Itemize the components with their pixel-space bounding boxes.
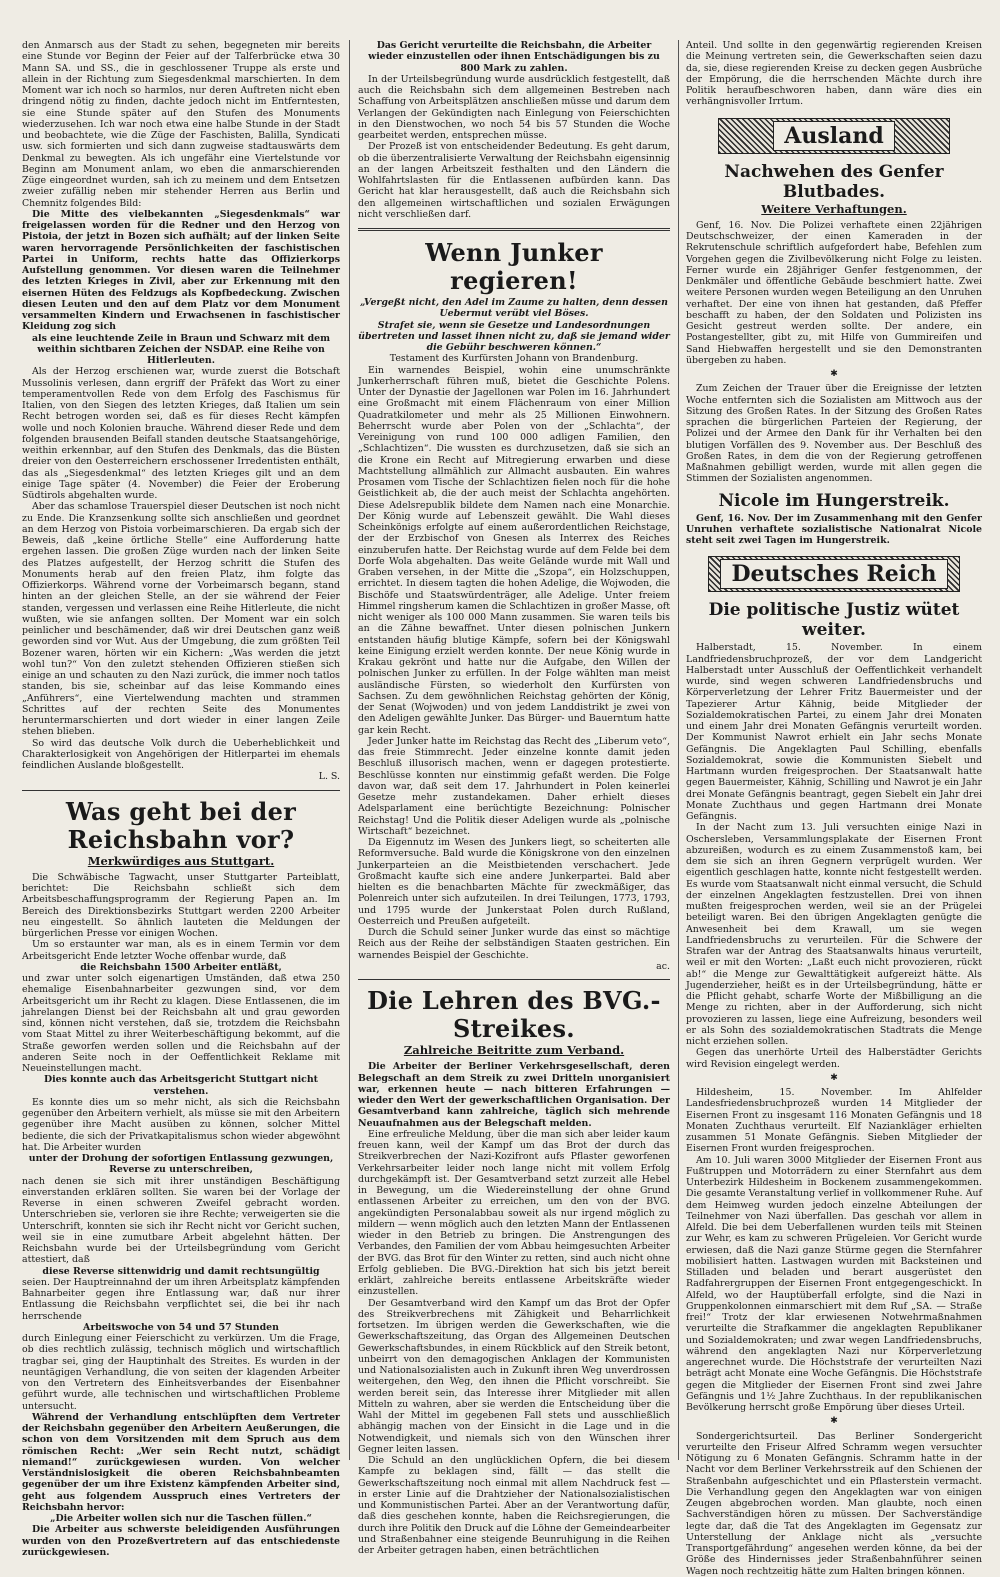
paragraph: In der Urteilsbegründung wurde ausdrücklich festgestellt, daß auch die Reichsbahn sich dem allgemeinen Bestreben nach Schaffung von Arbeitsplätzen anschließen müsse und darum dem Verlangen der Gekündigten nach Einlegung von Feierschichten in den Dienstwochen, wo noch 54 bis 57 Stunden die Woche gearbeitet werden, entsprechen müsse. <box>358 73 670 141</box>
paragraph: Halberstadt, 15. November. In einem Landfriedensbruchprozeß, der vor dem Landgericht Halberstadt unter Ausschluß der Oeffentlichkeit verhandelt wurde, sind wegen schweren Landfriedensbruchs und Körperverletzung der Lehrer Fritz Bauermeister und der Tapezierer Artur Kähnig, beide Mitglieder der Sozialdemokratischen Partei, zu einem Jahr drei Monaten und einem Jahr drei Monaten Gefängnis verurteilt worden. Der Kommunist Nawrot erhielt ein Jahr sechs Monate Gefängnis. Die Angeklagten Paul Schilling, ebenfalls Sozialdemokrat, sowie die Kommunisten Siebelt und Hartmann wurden freigesprochen. Der Staatsanwalt hatte gegen Bauermeister, Kähnig, Schilling und Nawrot je ein Jahr drei Monate Gefängnis beantragt, gegen Siebelt ein Jahr drei Monate Zuchthaus und gegen Hartmann drei Monate Gefängnis. <box>686 642 982 822</box>
paragraph: Jeder Junker hatte im Reichstag das Recht des „Liberum veto“, das freie Stimmrecht. Jeder einzelne konnte damit jeden Beschluß illusorisch machen, wenn er dagegen protestierte. Beschlüsse konnten nur einstimmig gefaßt werden. Die Folge davon war, daß seit dem 17. Jahrhundert in Polen keinerlei Gesetze mehr zustandekamen. Daher erhielt dieses Adelsparlament eine berüchtigte Bezeichnung: Polnischer Reichstag! Und die Politik dieser Adeligen wurde als „polnische Wirtschaft“ bezeichnet. <box>358 735 670 837</box>
paragraph: seien. Der Hauptreinnahnd der um ihren Arbeitsplatz kämpfenden Bahnarbeiter gegen ihre Entlassung war, daß nur ihrer Entlassung die Reichsbahn verpflichtet sei, die bei ihr nach herrschende <box>22 1276 340 1322</box>
paragraph: Hildesheim, 15. November. Im Ahlfelder Landesfriedensbruchprozeß wurden 14 Mitglieder der Eisernen Front zu insgesamt 116 Monaten Gefängnis und 18 Monaten Zuchthaus verurteilt. Elf Naziankläger erhielten zusammen 51 Monate Gefängnis. Sieben Mitglieder der Eisernen Front wurden freigesprochen. <box>686 1087 982 1155</box>
paragraph: Gegen das unerhörte Urteil des Halberstädter Gerichts wird Revision eingelegt werden. <box>686 1047 982 1070</box>
motto-line: Strafet sie, wenn sie Gesetze und Landesordnungen übertreten und lasset ihnen nicht zu, daß sie jemand wider die Gebühr beschweren können.“ <box>358 319 670 353</box>
separator-star: ✱ <box>830 369 838 379</box>
column-2 <box>358 40 670 1556</box>
newspaper-page <box>22 40 982 1577</box>
paragraph: Ein warnendes Beispiel, wohin eine unumschränkte Junkerherrschaft führen muß, bietet die Geschichte Polens. Unter der Dynastie der Jagellonen war Polen im 16. Jahrhundert eine Großmacht mit einem Flächenraum von einer Million Quadratkilometer und mehr als 25 Millionen Einwohnern. Beherrscht wurde aber Polen von der „Schlachta“, der Vereinigung von rund 100 000 adligen Familien, den „Schlachtizen“. Die wussten es durchzusetzen, daß sie sich an die Krone ein Recht auf Mitregierung erwarben und diese Machtstellung allmählich zur Allmacht ausbauten. Ein wahres Prosamen vom Tische der Schlachtizen fielen noch für die hohe Geistlichkeit ab, die der auch meist der Schlachta angehörten. Diese Adelsrepublik bildete dem Namen nach eine Monarchie. Der König wurde auf Lebenszeit gewählt. Die Wahl dieses Scheinkönigs erfolgte auf einem außerordentlichen Reichstage, der der Erzbischof von Gnesen als Interrex des Reiches einzuberufen hatte. Der Reichstag wurde auf dem Felde bei dem Dorfe Wola abgehalten. Das weite Gelände wurde mit Wall und Graben versehen, in der Mitte die „Szopa“, ein Holzschuppen, errichtet. In diesem tagten die hohen Adelige, die Wojwoden, die Bischöfe und Staatswürdenträger, alle Adelige. Unter freiem Himmel ringsherum kamen die Schlachtizen in großer Masse, oft nicht weniger als 100 000 Mann zusammen. Sie waren teils bis an die Zähne bewaffnet. Unter diesen polnischen Junkern entstanden häufig blutige Kämpfe, sofern bei der Königswahl keine Einigung erzielt werden konnte. Der neue König wurde in Krakau gekrönt und hatte nur die Aufgabe, den Willen der polnischen Junker zu erfüllen. In der Folge wählten man meist ausländische Fürsten, so wiederholt den Kurfürsten von Sachsen. Zu dem gewöhnlichen Reichstag gehörten der König, der Senat (Wojwoden) und von jedem Landdistrikt je zwei von den Adeligen gewählte Junker. Das Bürger- und Bauerntum hatte gar kein Recht. <box>358 364 670 736</box>
column-1 <box>22 40 340 1558</box>
paragraph: Anteil. Und sollte in den gegenwärtig regierenden Kreisen die Meinung vertreten sein, die Gewerkschaften seien dazu da, sie, diese regierenden Kreise zu decken gegen Ausbrüche der Empörung, die die herrschenden Mächte durch ihre Politik heraufbeschworen haben, dann wäre dies ein verhängnisvoller Irrtum. <box>686 40 982 108</box>
paragraph: Aber das schamlose Trauerspiel dieser Deutschen ist noch nicht zu Ende. Die Kranzsenkung sollte sich anschließen und geordnet an dem Herzog von Pistoia vorbeimarschieren. Da ergab sich der Beweis, daß „keine örtliche Stelle“ eine Aufforderung hatte ergehen lassen. Die großen Züge wurden nach der linken Seite des Platzes aufgestellt, der Herzog schritt die Stufen des Monuments herab auf den freien Platz, ihm folgte das Offizierkorps. Während vorne der Vorbeimarsch begann, stand hinten an der gleichen Stelle, an der sie während der Feier standen, vergessen und verlassen eine Reihe Hitlerleute, die nicht wußten, wie sie anfangen sollten. Der Moment war ein solch peinlicher und beschämender, daß wir drei Deutschen ganz weiß geworden sind vor Wut. Aus der Umgebung, die zum größten Teil Bozener waren, hörten wir ein Kichern: „Was werden die jetzt wohl tun?“ Von den zuletzt stehenden Offizieren stießen sich einige an und schauten zu den Nazi zurück, die immer noch tatlos standen, bis sie, scheinbar auf das leise Kommando eines „Anführers“, eine Viertelwendung machten und strammen Schrittes auf der rechten Seite des Monumentes heruntermarschierten und dort wieder in einer langen Zeile stehen blieben. <box>22 501 340 738</box>
paragraph: durch Einlegung einer Feierschicht zu verkürzen. Um die Frage, ob dies rechtlich zulässig, technisch möglich und wirtschaftlich tragbar sei, ging der Hauptinhalt des Streites. Es wurden in der neuntägigen Verhandlung, die von seiten der klagenden Arbeiter von den Vertretern des Einheitsverbandes der Eisenbahner geführt wurde, alle technischen und wirtschaftlichen Probleme untersucht. <box>22 1333 340 1412</box>
paragraph: In der Nacht zum 13. Juli versuchten einige Nazi in Oschersleben, Versammlungsplakate der Eisernen Front abzureißen, wodurch es zu einem Zusammenstoß kam, bei dem sie sich an ihren Gegnern verprügelt wurden. Wer eigentlich geschlagen hatte, konnte nicht festgestellt werden. Es wurde vom Staatsanwalt nicht einmal versucht, die Schuld der einzelnen Angeklagten festzustellen. Drei von ihnen mußten freigesprochen werden, weil sie an der Prügelei beteiligt waren. Bei den übrigen Angeklagten genügte die Anwesenheit bei dem Krawall, um sie wegen Landfriedensbruchs zu verurteilen. Für die Schwere der Strafen war der Antrag des Staatsanwalts hinaus verurteilt, weil er mit den Worten: „Laßt euch nicht provozieren, rückt ab!“ die Menge zur Gewalttätigkeit aufgereizt hätte. Als Jugenderzieher, heißt es in der Urteilsbegründung, hätte er die Pflicht gehabt, scharfe Worte der Mißbilligung an die Menge zu richten, aber in der Aufforderung, sich nicht provozieren zu lassen, liege eine Aufreizung, besonders weil er als Sohn des sozialdemokratischen Stadtrats die Menge nicht erziehen sollen. <box>686 822 982 1047</box>
headline-nicole: Nicole im Hungerstreik. <box>718 490 950 511</box>
paragraph: Zum Zeichen der Trauer über die Ereignisse der letzten Woche entfernten sich die Sozialisten am Mittwoch aus der Sitzung des Großen Rates. In der Sitzung des Großen Rates sprachen die bürgerlichen Parteien der Regierung, der Polizei und der Armee den Dank für ihr Verhalten bei den blutigen Vorfällen des 9. November aus. Der Beschluß des Großen Rates, in dem die von der Regierung getroffenen Maßnahmen gebilligt werden, wurde mit allen gegen die Stimmen der Sozialisten angenommen. <box>686 383 982 485</box>
subheadline-stuttgart: Merkwürdiges aus Stuttgart. <box>87 853 275 868</box>
bold-center-line: Arbeitswoche von 54 und 57 Stunden <box>83 1321 279 1333</box>
divider <box>358 228 670 231</box>
headline-genf: Nachwehen des Genfer Blutbades. <box>724 161 944 202</box>
paragraph: Sondergerichtsurteil. Das Berliner Sondergericht verurteilte den Friseur Alfred Schramm wegen versuchter Nötigung zu 6 Monaten Gefängnis. Schramm hatte in der Nacht vor dem Berliner Verkehrsstreik auf den Schienen der Straßenbahn aufgeschichtet und ein Pflasterstein vermacht. Die Verhandlung gegen den Angeklagten war von einigen Zeugen abgebrochen worden. Man glaubte, noch einen Sachverständigen hören zu müssen. Der Sachverständige legte dar, daß die Tat des Angeklagten im Gegensatz zur Unterstellung der Anklage nicht als „versuchte Transportgefährdung“ angesehen werden könne, da bei der Größe des Hindernisses jeder Straßenbahnführer seinen Wagen noch rechtzeitig hätte zum Halten bringen können. <box>686 1430 982 1577</box>
separator-star: ✱ <box>830 1072 838 1083</box>
headline-bvg-streik: Die Lehren des BVG.-Streikes. <box>367 986 661 1043</box>
paragraph: den Anmarsch aus der Stadt zu sehen, begegneten mir bereits eine Stunde vor Beginn der Feier auf der Talferbrücke etwa 30 Mann SA. und SS., die in geschlossener Truppe als erste und allein in der Richtung zum Siegesdenkmal marschierten. In dem Moment war ich noch so harmlos, nur deren Auftreten nicht eben dringend nötig zu finden, dachte jedoch nicht im Entferntesten, sie eine Stunde später auf den Stufen des Monuments wiederzusehen. Ich war noch etwa eine halbe Stunde in der Stadt und beobachtete, wie die Züge der Faschisten, Balilla, Syndicati usw. sich formierten und sich dann zugweise stadtauswärts dem Denkmal zu bewegten. Als ich ungefähr eine Viertelstunde vor Beginn am Monument anlam, wo eben die anmarschierenden Züge eingeordnet wurden, sah ich zu meinem und dem Entsetzen zweier zufällig neben mir stehender Herren aus Berlin und Chemnitz folgendes Bild: <box>22 40 340 209</box>
divider <box>22 790 340 791</box>
paragraph: Der Gesamtverband wird den Kampf um das Brot der Opfer des Streikverbrechens mit Zähigkeit und Beharrlichkeit fortsetzen. Im übrigen werden die Gewerkschaften, wie die Gewerkschaftszeitung, das Organ des Allgemeinen Deutschen Gewerkschaftsbundes, in einem Rückblick auf den Streik betont, unbeirrt von den demagogischen Anklagen der Kommunisten und Nationalsozialisten auch in Zukunft ihren Weg unverdrossen weitergehen, den Weg, den ihnen die Pflicht vorschreibt. Sie werden bereit sein, das Interesse ihrer Mitglieder mit allen Mitteln zu wahren, aber sie werden die Entscheidung über die Wahl der Mittel im gegebenen Fall stets und ausschließlich abhängig machen von der Einsicht in die Lage und in die Notwendigkeit, und niemals sich von den Wünschen ihrer Gegner leiten lassen. <box>358 1297 670 1455</box>
motto <box>358 297 670 353</box>
paragraph: Als der Herzog erschienen war, wurde zuerst die Botschaft Mussolinis verlesen, dann ergriff der Präfekt das Wort zu einer temperamentvollen Rede von dem Erfolg des Faschismus für Italien, von den Siegen des letzten Krieges, daß Italien um sein Recht betrogen worden sei, daß es für dieses Recht kämpfen wolle und noch Kolonien brauche. Während dieser Rede und dem folgenden brausenden Beifall standen deutsche Staatsangehörige, weithin erkennbar, auf den Stufen des Denkmals, das die Büsten dreier von den Oesterreichern erschossener Irredentisten enthält, das als „Siegesdenkmal“ des letzten Krieges gilt und an dem einige Tage später (4. November) die Feier der Eroberung Südtirols abgehalten wurde. <box>22 366 340 501</box>
bold-center-line: „Die Arbeiter wollen sich nur die Taschen füllen.“ <box>50 1513 312 1524</box>
paragraph: Durch die Schuld seiner Junker wurde das einst so mächtige Reich aus der Reihe der selbständigen Staaten gestrichen. Ein warnendes Beispiel der Geschichte. <box>358 927 670 961</box>
section-banner-deutsches-reich <box>708 556 960 592</box>
paragraph: Um so erstaunter war man, als es in einem Termin vor dem Arbeitsgericht Ende letzter Woche offenbar wurde, daß <box>22 939 340 962</box>
paragraph: und zwar unter solch eigenartigen Umständen, daß etwa 250 ehemalige Eisenbahnarbeiter gezwungen sind, vor dem Arbeitsgericht um ihr Recht zu klagen. Diese Entlassenen, die im jahrelangen Dienst bei der Reichsbahn alt und grau geworden sind, können nicht verstehen, daß sie, trotzdem die Reichsbahn vom Staat Mittel zu ihrer Weiterbeschäftigung bekommt, auf die Straße geworfen werden sollen und die Reichsbahn auf der anderen Seite noch in der Oeffentlichkeit Reklame mit Neueinstellungen macht. <box>22 973 340 1074</box>
subheadline-beitritte: Zahlreiche Beitritte zum Verband. <box>403 1043 625 1057</box>
paragraph: So wird das deutsche Volk durch die Ueberheblichkeit und Charakterlosigkeit von Angehörigen der Hitlerpartei im ehemals feindlichen Auslande bloßgestellt. <box>22 737 340 771</box>
paragraph: Am 10. Juli waren 3000 Mitglieder der Eisernen Front aus Fußtruppen und Motorrädern zu einer Sternfahrt aus dem Unterbezirk Hildesheim in Bockenem zusammengekommen. Die gesamte Veranstaltung verlief in vollkommener Ruhe. Auf dem Heimweg wurden jedoch einzelne Abteilungen der Teilnehmer von Nazi überfallen. Das geschah vor allem in Alfeld. Die bei dem Ueberfallenen wurden teils mit Steinen zur Wehr, es kam zu schweren Prügeleien. Vor Gericht wurde erwiesen, daß die Nazi ganze Stürme gegen die Sternfahrer mobilisiert hatten. Lastwagen wurden mit Backsteinen und Stilladen und beladen und berart ausgerüstet den Radfahrergruppen der Eisernen Front entgegengeschickt. In Alfeld, wo der Hauptüberfall erfolgte, sind die Nazi in Gruppenkolonnen einmarschiert mit dem Ruf „SA. — Straße frei!“ Trotz der klar erwiesenen Notwehrmaßnahmen verurteilte die Strafkammer die angeklagten Republikaner und Sozialdemokraten; und zwar wegen Landfriedensbruchs, während den angeklagten Nazi nur Körperverletzung angerechnet wurde. Die Höchststrafe der verurteilten Nazi beträgt acht Monate eine Woche Gefängnis. Die Höchststrafe gegen die Mitglieder der Eisernen Front sind zwei Jahre Gefängnis und 1½ Jahre Zuchthaus. In der republikanischen Bevölkerung herrscht große Empörung über dieses Urteil. <box>686 1154 982 1413</box>
subheadline-verhaftungen: Weitere Verhaftungen. <box>761 201 907 216</box>
separator-star: ✱ <box>830 1416 838 1427</box>
column-3 <box>686 40 982 1577</box>
signature: ac. <box>656 960 670 972</box>
bold-center-line: Dies konnte auch das Arbeitsgericht Stuttgart nicht verstehen. <box>43 1074 318 1097</box>
section-banner-ausland <box>718 118 950 154</box>
bold-paragraph: Die Arbeiter der Berliner Verkehrsgesellschaft, deren Belegschaft an dem Streik zu zwei Dritteln unorganisiert war, erkennen heute — nach bitteren Erfahrungen — wieder den Wert der gewerkschaftlichen Organisation. Der Gesamtverband kann zahlreiche, täglich sich mehrende Neuaufnahmen aus der Belegschaft melden. <box>358 1061 670 1129</box>
paragraph: Es konnte dies um so mehr nicht, als sich die Reichsbahn gegenüber den Arbeitern verhielt, als müsse sie mit den Arbeitern gegenüber ihre Macht ausüben zu können, solcher Mittel bediente, die sich der Privatkapitalismus schon wieder abgewöhnt hat. Die Arbeiter wurden <box>22 1096 340 1153</box>
section-title: Ausland <box>773 121 894 151</box>
column-rule <box>678 40 679 1460</box>
motto-source: Testament des Kurfürsten Johann von Brandenburg. <box>389 353 639 365</box>
paragraph: Genf, 16. Nov. Die Polizei verhaftete einen 22jährigen Deutschschweizer, der einen Kameraden in der Rekrutenschule schriftlich aufgefordert habe, Befehlen zum Vorgehen gegen die Zivilbevölkerung nicht Folge zu leisten. Ferner wurde ein 28jähriger Genfer festgenommen, der Denkmäler und öffentliche Gebäude beschmiert hatte. Zwei weitere Personen wurden wegen Beteiligung an den Unruhen verhaftet. Der eine von ihnen hat gestanden, daß Pfeffer beschafft zu haben, der den Soldaten und Polizisten ins Gesicht gestreut werden sollte. Der andere, ein Postangestellter, gibt zu, mit Hilfe von Gummireifen und Sand Hiebwaffen hergestellt und sie den Demonstranten übergeben zu haben. <box>686 219 982 366</box>
motto-line: „Vergeßt nicht, den Adel im Zaume zu halten, denn dessen Uebermut verübt viel Böses. <box>360 297 668 320</box>
column-rule <box>349 40 350 1460</box>
paragraph: Die Schwäbische Tagwacht, unser Stuttgarter Parteiblatt, berichtet: Die Reichsbahn schließt sich dem Arbeitsbeschaffungsprogramm der Regierung Papen an. Im Bereich des Direktionsbezirks Stuttgart werden 2200 Arbeiter neu eingestellt. So ähnlich lauteten die Meldungen der bürgerlichen Presse vor einigen Wochen. <box>22 871 340 939</box>
bold-paragraph: Während der Verhandlung entschlüpften dem Vertreter der Reichsbahn gegenüber den Arbeitern Aeußerungen, die schon von dem Vorsitzenden mit dem Spruch aus dem römischen Recht: „Wer sein Recht nutzt, schädigt niemand!“ zurückgewiesen wurden. Von welcher Verständnislosigkeit die oberen Reichsbahnbeamten gegenüber der um ihre Existenz kämpfenden Arbeiter sind, geht aus folgendem Ausspruch eines Vertreters der Reichsbahn hervor: <box>22 1411 340 1513</box>
bold-center-line: diese Reverse sittenwidrig und damit rechtsungültig <box>42 1265 320 1277</box>
headline-junker: Wenn Junker regieren! <box>425 238 603 295</box>
signature: L. S. <box>318 771 340 783</box>
bold-center-line: die Reichsbahn 1500 Arbeiter entläßt, <box>80 961 282 973</box>
divider <box>358 979 670 980</box>
paragraph: Die Schuld an den unglücklichen Opfern, die bei diesem Kampfe zu beklagen sind, fällt — das stellt die Gewerkschaftszeitung noch einmal mit allem Nachdruck fest — in erster Linie auf die Drahtzieher der Nationalsozialistischen und Kommunistischen Partei. Aber an der Verantwortung dafür, daß dies geschehen konnte, haben die Reichsregierungen, die durch ihre Politik den Druck auf die Löhne der Gemeindearbeiter und Straßenbahner eine steigende Beunruhigung in die Reihen der Arbeiter getragen haben, einen beträchtlichen <box>358 1455 670 1556</box>
intro-text <box>22 40 340 209</box>
headline-justiz: Die politische Justiz wütet weiter. <box>708 600 960 641</box>
bold-paragraph: Die Arbeiter aus schwerste beleidigenden Ausführungen wurden von den Prozeßvertretern auf das entschiedenste zurückgewiesen. <box>22 1524 340 1558</box>
bold-center-line: unter der Drohung der sofortigen Entlassung gezwungen, Reverse zu unterschreiben, <box>28 1153 334 1176</box>
bold-paragraph: Die Mitte des vielbekannten „Siegesdenkmals“ war freigelassen worden für die Redner und den Herzog von Pistoia, der jetzt in Bozen sich aufhält; auf der linken Seite waren hervorragende Persönlichkeiten der faschistischen Partei in Uniform, rechts hatte das Offizierkorps Aufstellung genommen. Vor diesen waren die Teilnehmer des letzten Krieges in Zivil, aber zur Erkennung mit den eisernen Hüten des Feldzugs als Kopfbedeckung. Zwischen diesen Leuten und den auf dem Platz vor dem Monument versammelten Kindern und Erwachsenen in faschistischer Kleidung zog sich <box>22 208 340 333</box>
paragraph: Der Prozeß ist von entscheidender Bedeutung. Es geht darum, ob die überzentralisierte Verwaltung der Reichsbahn eigensinnig an der langen Arbeitszeit festhalten und den Ländern die Wohlfahrtslasten für die Entlassenen aufbürden kann. Das Gericht hat klar herausgestellt, daß auch die Reichsbahn sich den allgemeinen wirtschaftlichen und sozialen Erwägungen nicht verschließen darf. <box>358 141 670 220</box>
bold-paragraph: Genf, 16. Nov. Der im Zusammenhang mit den Genfer Unruhen verhaftete sozialistische Nationalrat Nicole steht seit zwei Tagen im Hungerstreik. <box>686 512 982 546</box>
headline-reichsbahn: Was geht bei der Reichsbahn vor? <box>65 796 297 854</box>
section-title: Deutsches Reich <box>720 559 947 589</box>
paragraph: Eine erfreuliche Meldung, über die man sich aber leider kaum freuen kann, weil der Kampf um das Brot der durch das Streikverbrechen der Nazi-Kozifront aufs Pflaster geworfenen Verkehrsarbeiter leider noch lange nicht mit vollem Erfolg durchgekämpft ist. Der Gesamtverband setzt zurzeit alle Hebel in Bewegung, um die Wiedereinstellung der ohne Grund entlassenen Arbeiter zu erreichen, um den von der BVG. angekündigten Personalabbau soweit als nur irgend möglich zu mildern — wenn möglich auch den letzten Mann der Entlassenen wieder in den Betrieb zu bringen. Die Anstrengungen des Verbandes, den Familien der vom Abbau heimgesuchten Arbeiter der BVG. das Brot für den Winter zu retten, sind auch nicht ohne Erfolg geblieben. Die BVG.-Direktion hat sich bis jetzt bereit erklärt, zahlreiche bereits entlassene Arbeitskräfte wieder einzustellen. <box>358 1128 670 1298</box>
paragraph: nach denen sie sich mit ihrer unständigen Beschäftigung einverstanden erklären sollten. Sie waren bei der Vorlage der Reverse in einen schweren Zweifel gebracht worden. Unterschrieben sie, verloren sie ihre Rechte; verweigerten sie die Unterschrift, konnten sie sich ihr Recht nicht vor Gericht suchen, weil sie in eine zumutbare Arbeit abgelehnt hätten. Der Reichsbahn wurde bei der Urteilsbegründung vom Gericht attestiert, daß <box>22 1175 340 1266</box>
paragraph: Da Eigennutz im Wesen des Junkers liegt, so scheiterten alle Reformversuche. Bald wurde die Königskrone von den einzelnen Junkerparteien an die Meistbietenden verschachert. Jede Großmacht kaufte sich eine andere Junkerpartei. Bald aber hielten es die benachbarten Mächte für zweckmäßiger, das Polenreich unter sich aufzuteilen. In drei Teilungen, 1773, 1793, und 1795 wurde der Junkerstaat Polen durch Rußland, Oesterreich und Preußen aufgeteilt. <box>358 837 670 927</box>
bold-center-line: als eine leuchtende Zeile in Braun und Schwarz mit dem weithin sichtbaren Zeichen der NSDAP. eine Reihe von Hitlerleuten. <box>31 332 331 366</box>
bold-center-line: Das Gericht verurteilte die Reichsbahn, die Arbeiter wieder einzustellen oder ihnen Entschädigungen bis zu 800 Mark zu zahlen. <box>368 40 660 74</box>
